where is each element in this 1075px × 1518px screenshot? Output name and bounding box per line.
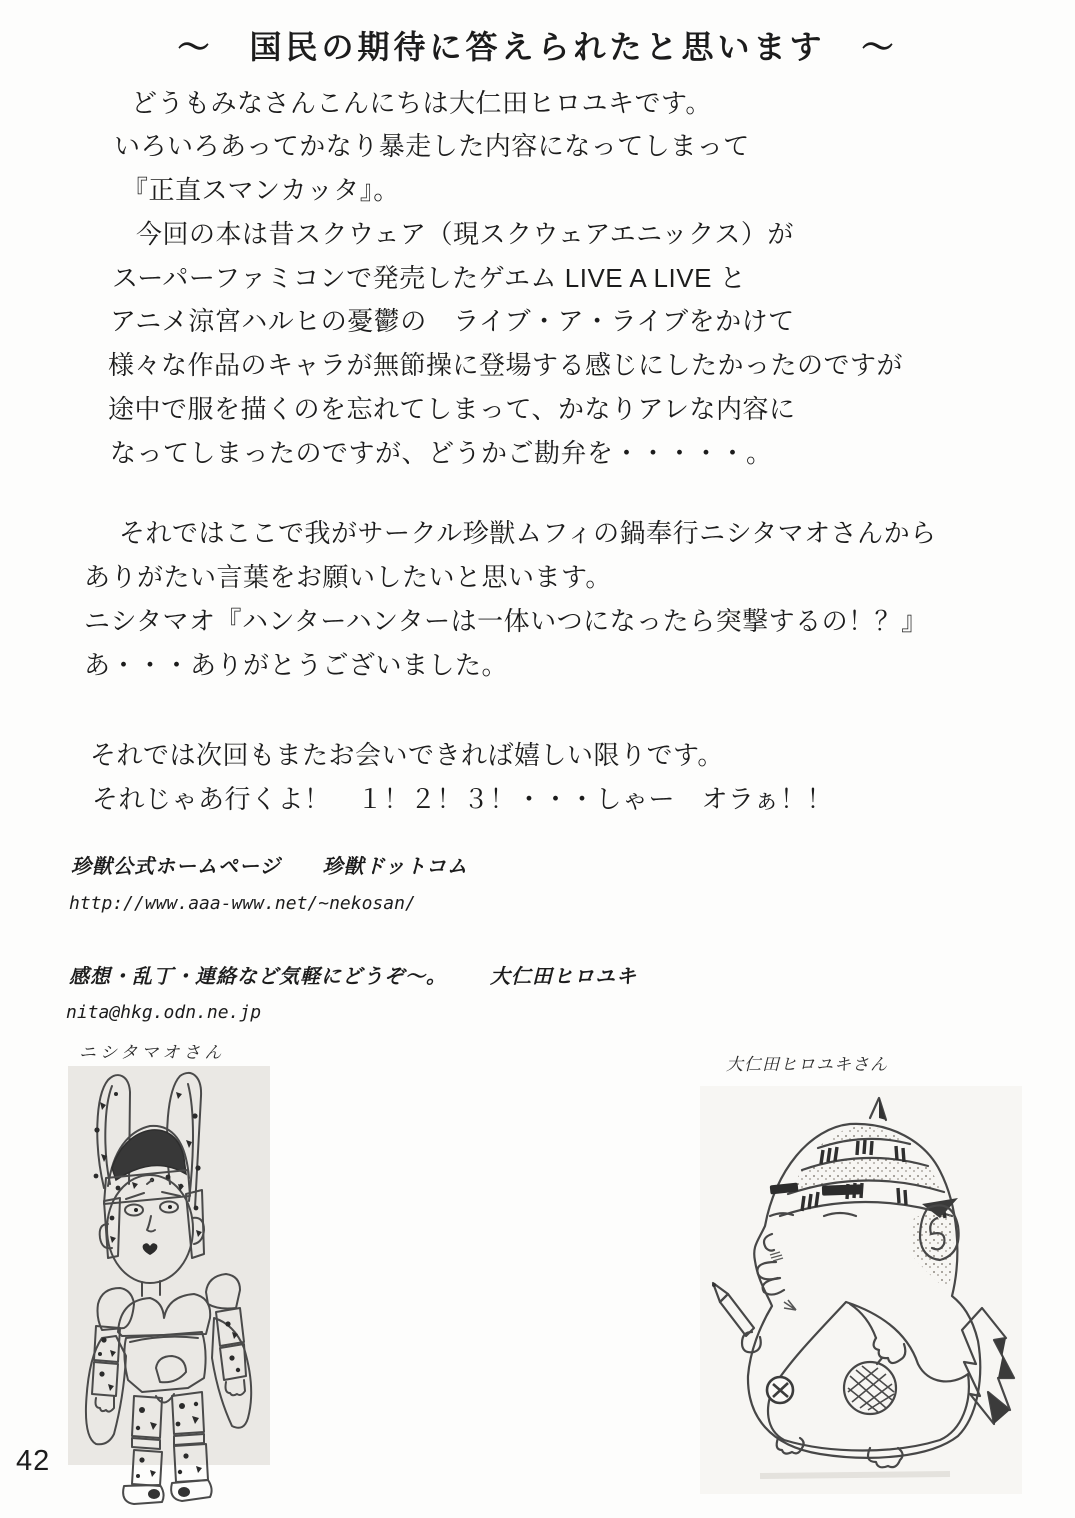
contact-email: nita@hkg.odn.ne.jp bbox=[66, 1002, 262, 1023]
scan-background bbox=[700, 1086, 1022, 1494]
onita-hiroyuki-illustration bbox=[700, 1086, 1022, 1494]
body-line: 今回の本は昔スクウェア（現スクウェアエニックス）が bbox=[136, 219, 794, 249]
body-line: それでは次回もまたお会いできれば嬉しい限りです。 bbox=[90, 740, 724, 770]
right-illustration-caption: 大仁田ヒロユキさん bbox=[726, 1055, 888, 1074]
nishitamao-illustration bbox=[68, 1066, 270, 1506]
body-line: 様々な作品のキャラが無節操に登場する感じにしたかったのですが bbox=[108, 350, 904, 380]
body-line: それじゃあ行くよ！ １！２！３！・・・しゃー オラぁ！！ bbox=[92, 784, 833, 814]
homepage-url: http://www.aaa-www.net/~nekosan/ bbox=[69, 893, 416, 914]
page-number: 42 bbox=[16, 1445, 51, 1477]
body-line: なってしまったのですが、どうかご勘弁を・・・・・。 bbox=[110, 438, 773, 468]
body-line: いろいろあってかなり暴走した内容になってしまって bbox=[114, 131, 750, 161]
homepage-label: 珍獣公式ホームページ 珍獣ドットコム bbox=[71, 856, 468, 878]
body-line: ありがたい言葉をお願いしたいと思います。 bbox=[84, 562, 612, 592]
body-line: それではここで我がサークル珍獣ムフィの鍋奉行ニシタマオさんから bbox=[119, 518, 937, 548]
body-line: あ・・・ありがとうございました。 bbox=[84, 650, 509, 680]
body-line: ニシタマオ『ハンターハンターは一体いつになったら突撃するの！？』 bbox=[84, 606, 928, 636]
body-line: 途中で服を描くのを忘れてしまって、かなりアレな内容に bbox=[108, 394, 796, 424]
scan-smudge bbox=[760, 1474, 950, 1476]
belly-x-mark bbox=[767, 1377, 793, 1403]
body-line: スーパーファミコンで発売したゲエム LIVE A LIVE と bbox=[112, 263, 747, 293]
contact-note: 感想・乱丁・連絡など気軽にどうぞ～。 bbox=[69, 966, 447, 988]
body-line: アニメ涼宮ハルヒの憂鬱の ライブ・ア・ライブをかけて bbox=[110, 306, 795, 336]
left-illustration-caption: ニシタマオさん bbox=[79, 1043, 226, 1062]
body-line: どうもみなさんこんにちは大仁田ヒロユキです。 bbox=[131, 88, 712, 118]
body-line: 『正直スマンカッタ』。 bbox=[122, 175, 400, 205]
right-eyebrow bbox=[822, 1184, 862, 1195]
contact-name: 大仁田ヒロユキ bbox=[490, 966, 637, 988]
page-title: ～ 国民の期待に答えられたと思います ～ bbox=[177, 29, 898, 65]
